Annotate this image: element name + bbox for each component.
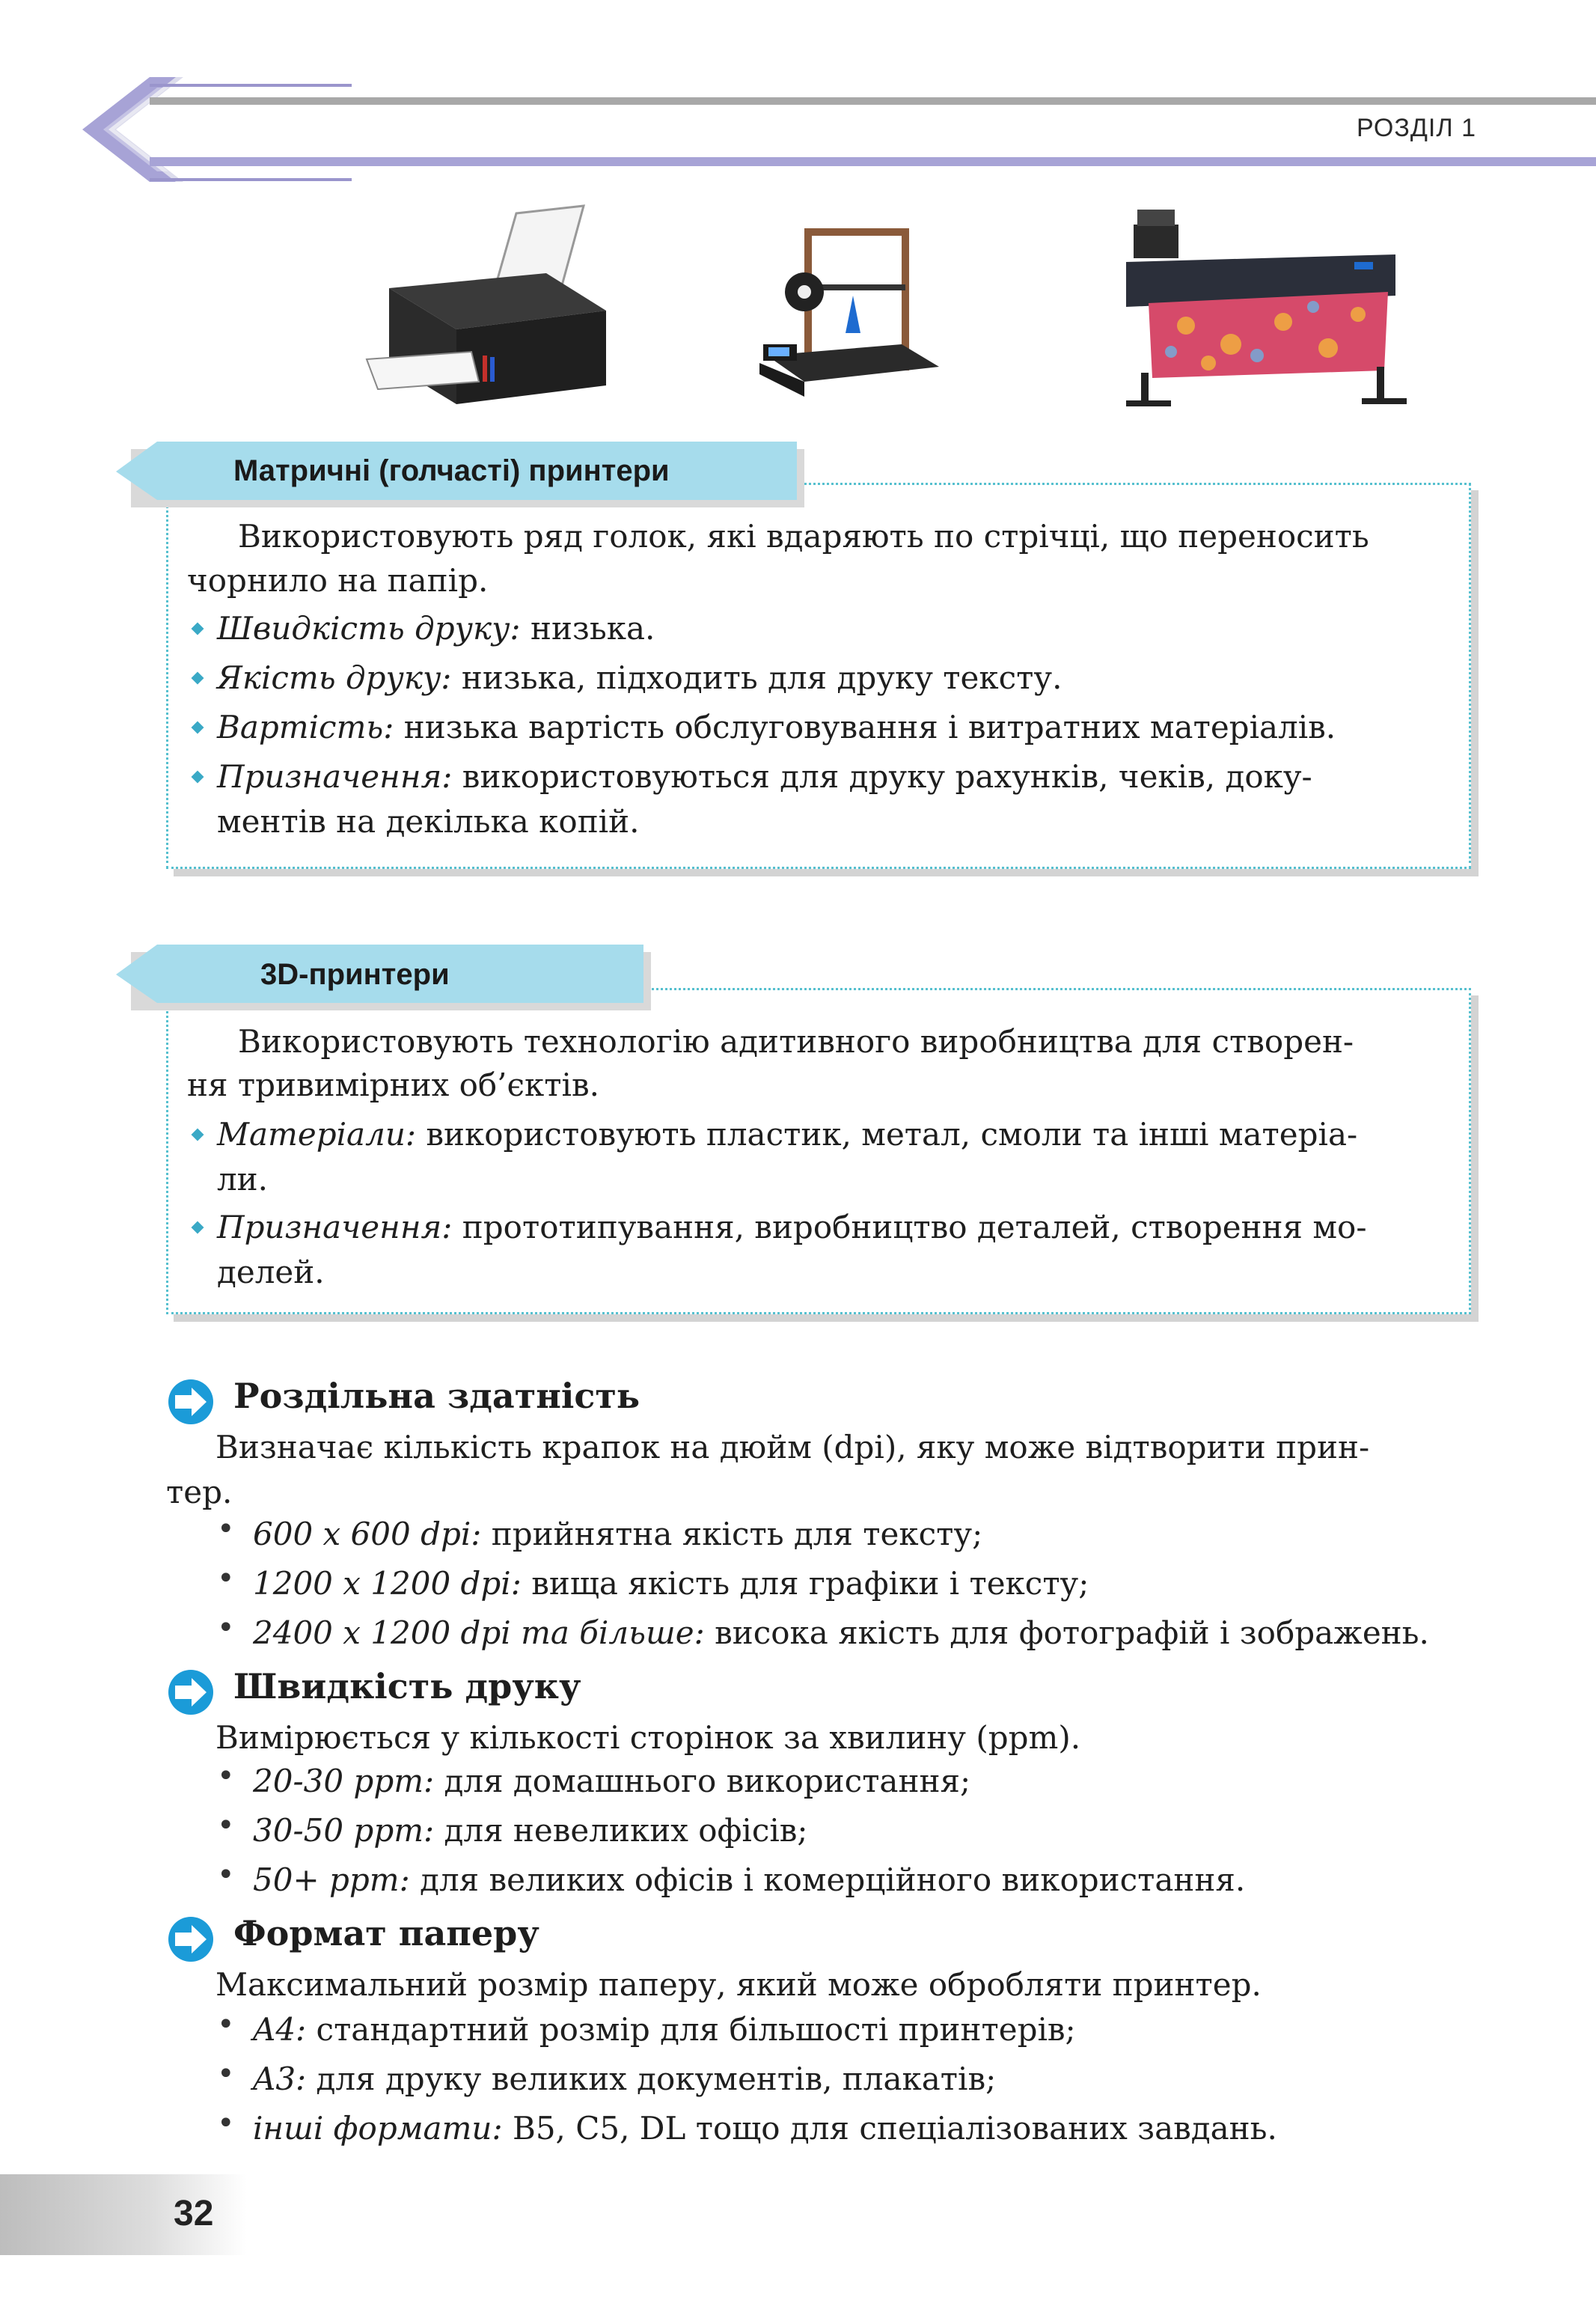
bullet-icon: • <box>217 1611 235 1645</box>
inkjet-printer-icon <box>359 198 629 408</box>
3d-intro-line2: ня тривимірних об’єктів. <box>187 1067 599 1103</box>
resolution-item: 2400 x 1200 dpi та більше: висока якість для фотографій і зображень. <box>253 1614 1429 1651</box>
large-format-printer-icon <box>1096 202 1410 419</box>
matrix-item: Швидкість друку: низька. <box>217 610 655 647</box>
page-number: 32 <box>174 2194 214 2233</box>
3d-item-continued: делей. <box>217 1254 325 1290</box>
matrix-intro-line1: Використовують ряд голок, які вдаряють по стрічці, що переносить <box>238 518 1369 555</box>
resolution-desc-line2: тер. <box>166 1474 233 1510</box>
3d-printer-icon <box>752 213 954 408</box>
section-arrow-icon <box>166 1668 215 1717</box>
matrix-item: Призначення: використовуються для друку рахунків, чеків, доку- <box>217 758 1312 795</box>
bullet-icon: • <box>217 1759 235 1793</box>
3d-intro-line1: Використовують технологію адитивного виробництва для створен- <box>238 1023 1354 1060</box>
paper-format-item: A4: стандартний розмір для більшості принтерів; <box>253 2011 1076 2048</box>
print-speed-item: 20-30 ppm: для домашнього використання; <box>253 1763 971 1799</box>
section-arrow-icon <box>166 1915 215 1964</box>
section-label: РОЗДІЛ 1 <box>1356 114 1476 142</box>
3d-item-continued: ли. <box>217 1161 269 1198</box>
resolution-item: 1200 x 1200 dpi: вища якість для графіки і тексту; <box>253 1565 1089 1602</box>
bullet-icon: • <box>217 1858 235 1892</box>
bullet-icon: • <box>217 2057 235 2091</box>
bullet-icon: • <box>217 2007 235 2042</box>
bullet-icon: • <box>217 1808 235 1843</box>
section-title-paper-format: Формат паперу <box>233 1913 539 1953</box>
resolution-desc-line1: Визначає кількість крапок на дюйм (dpi), яку може відтворити прин- <box>215 1429 1370 1465</box>
3d-printers-title: 3D-принтери <box>260 958 450 991</box>
matrix-intro-line2: чорнило на папір. <box>187 562 489 599</box>
matrix-printers-title: Матричні (голчасті) принтери <box>233 454 670 487</box>
print-speed-desc: Вимірюється у кількості сторінок за хвилину (ppm). <box>215 1719 1081 1756</box>
header-rule-purple <box>150 157 1596 166</box>
section-title-print-speed: Швидкість друку <box>233 1666 581 1706</box>
bullet-icon: • <box>217 1512 235 1546</box>
3d-item: Матеріали: використовують пластик, метал, смоли та інші матеріа- <box>217 1116 1358 1153</box>
section-arrow-icon <box>166 1377 215 1427</box>
bullet-icon: • <box>217 2106 235 2141</box>
matrix-item-continued: ментів на декілька копій. <box>217 803 640 840</box>
resolution-item: 600 x 600 dpi: прийнятна якість для тексту; <box>253 1516 983 1552</box>
print-speed-item: 30-50 ppm: для невеликих офісів; <box>253 1812 808 1849</box>
header-rule-thin-top <box>150 84 352 87</box>
header-chevron-icon <box>45 71 195 191</box>
paper-format-item: інші формати: B5, C5, DL тощо для спеціалізованих завдань. <box>253 2110 1277 2147</box>
bullet-icon: • <box>217 1561 235 1596</box>
paper-format-desc: Максимальний розмір паперу, який може обробляти принтер. <box>215 1966 1262 2003</box>
header-rule-gray <box>150 97 1596 105</box>
3d-item: Призначення: прототипування, виробництво деталей, створення мо- <box>217 1209 1367 1245</box>
print-speed-item: 50+ ppm: для великих офісів і комерційного використання. <box>253 1861 1246 1898</box>
paper-format-item: A3: для друку великих документів, плакатів; <box>253 2061 997 2097</box>
matrix-item: Вартість: низька вартість обслуговування і витратних матеріалів. <box>217 709 1336 745</box>
header-rule-thin-bottom <box>150 178 352 181</box>
matrix-item: Якість друку: низька, підходить для друку тексту. <box>217 659 1063 696</box>
section-title-resolution: Роздільна здатність <box>233 1376 640 1416</box>
